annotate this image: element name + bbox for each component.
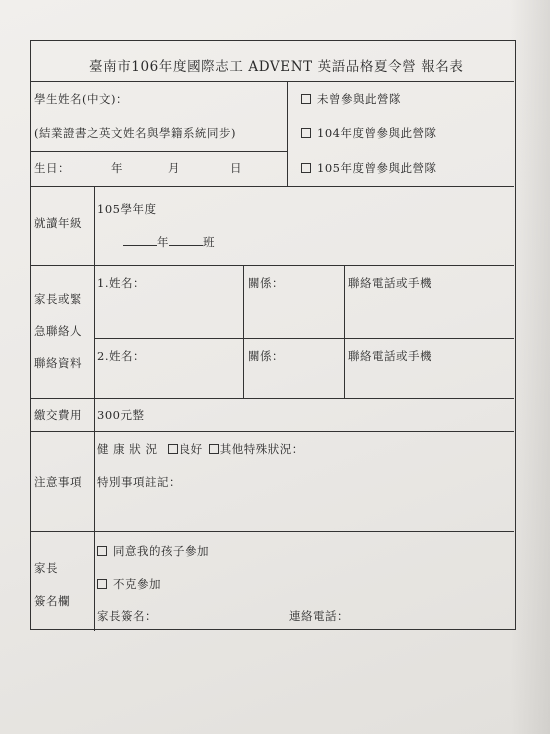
checkbox-other[interactable]: [209, 444, 219, 454]
divider: [31, 151, 287, 152]
checkbox[interactable]: [301, 94, 311, 104]
health-status-label: 健 康 狀 況: [97, 442, 158, 456]
divider: [31, 431, 514, 432]
special-notes-label: 特別事項註記：: [97, 475, 181, 489]
fee-label: 繳交費用: [34, 408, 82, 422]
camp-history-option-1[interactable]: 未曾參與此營隊: [301, 91, 401, 107]
paper-shadow: [510, 0, 550, 734]
student-name-label: 學生姓名(中文)：: [34, 92, 128, 106]
health-status-row: [97, 441, 304, 457]
birth-day-label: 日: [230, 161, 242, 175]
grade-class-field[interactable]: 年 班: [123, 234, 215, 250]
divider: [287, 81, 288, 186]
contact1-phone-label: 聯絡電話或手機: [348, 276, 432, 290]
checkbox-decline[interactable]: [97, 579, 107, 589]
class-blank[interactable]: [169, 235, 203, 246]
contact2-name-label: 2.姓名：: [97, 349, 145, 363]
contacts-label-line-1: 家長或緊: [34, 292, 82, 306]
decline-option[interactable]: 不克參加: [97, 576, 161, 592]
parent-label-line-1: 家長: [34, 561, 58, 575]
contact1-relation-label: 關係：: [248, 276, 284, 290]
checkbox-good[interactable]: [168, 444, 178, 454]
checkbox[interactable]: [301, 128, 311, 138]
grade-label: 就讀年級: [34, 216, 82, 230]
birth-label: 生日：: [34, 161, 70, 175]
birth-month-label: 月: [168, 161, 180, 175]
camp-history-option-2[interactable]: 104年度曾參與此營隊: [301, 125, 436, 141]
divider: [344, 265, 345, 398]
divider: [243, 265, 244, 398]
divider: [94, 338, 514, 339]
contact2-phone-label: 聯絡電話或手機: [348, 349, 432, 363]
contact1-name-label: 1.姓名：: [97, 276, 145, 290]
other-condition-label: 其他特殊狀況：: [219, 442, 304, 456]
divider: [31, 531, 514, 532]
fee-value: 300元整: [97, 408, 145, 422]
checkbox-agree[interactable]: [97, 546, 107, 556]
english-name-note: (結業證書之英文姓名與學籍系統同步): [34, 126, 236, 140]
contacts-label-line-2: 急聯絡人: [34, 324, 82, 338]
grade-blank[interactable]: [123, 235, 157, 246]
camp-history-option-3[interactable]: 105年度曾參與此營隊: [301, 160, 436, 176]
parent-signature-label: 家長簽名：: [97, 609, 157, 623]
divider: [31, 265, 514, 266]
divider: [31, 81, 514, 82]
divider: [31, 398, 514, 399]
checkbox[interactable]: [301, 163, 311, 173]
agree-option[interactable]: 同意我的孩子參加: [97, 543, 209, 559]
form-title: 臺南市106年度國際志工 ADVENT 英語品格夏令營 報名表: [89, 59, 464, 75]
good-label: 良好: [178, 442, 203, 456]
divider: [94, 186, 95, 631]
divider: [31, 186, 514, 187]
parent-phone-label: 連絡電話：: [289, 609, 349, 623]
contact2-relation-label: 關係：: [248, 349, 284, 363]
notes-label: 注意事項: [34, 475, 82, 489]
school-year: 105學年度: [97, 202, 157, 216]
contacts-label-line-3: 聯絡資料: [34, 356, 82, 370]
registration-form: [30, 40, 516, 630]
parent-label-line-2: 簽名欄: [34, 594, 70, 608]
birth-year-label: 年: [111, 161, 123, 175]
